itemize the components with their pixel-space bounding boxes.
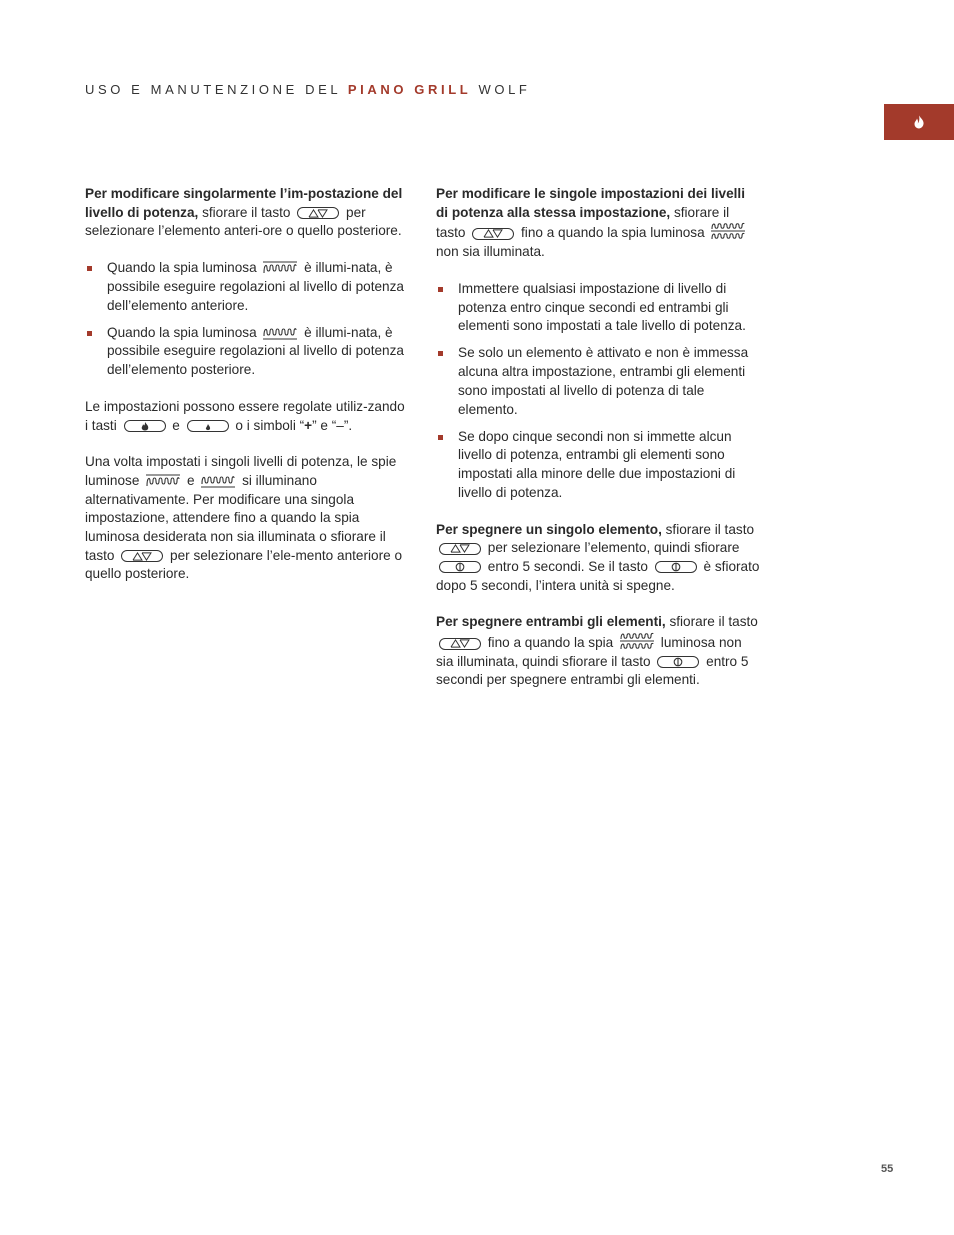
low-flame-key-icon	[187, 420, 229, 432]
text: o i simboli “	[231, 417, 305, 433]
text: è illumi-nata, è possibile eseguire regolazioni al livello di potenza dell’elemento posteriore.	[107, 324, 404, 378]
text: per selezionare l’elemento, quindi sfiorare	[484, 540, 740, 556]
power-key-icon	[655, 561, 697, 573]
text: e	[168, 417, 184, 433]
power-key-icon	[657, 656, 699, 668]
text: è illumi-nata, è possibile eseguire regolazioni al livello di potenza dell’elemento anteriore.	[107, 260, 404, 313]
left-paragraph-1	[85, 185, 407, 241]
left-column	[85, 185, 407, 602]
text: sfiorare il tasto	[661, 521, 755, 537]
header-prefix: USO E MANUTENZIONE DEL	[85, 82, 341, 97]
right-bullet-list	[436, 280, 760, 503]
text: sfiorare il tasto	[665, 614, 758, 630]
text: sfiorare il tasto	[436, 204, 730, 241]
front-element-indicator-icon	[263, 261, 297, 275]
page-header	[85, 82, 530, 97]
text: Una volta impostati i singoli livelli di potenza, le spie luminose	[85, 454, 397, 488]
right-column	[436, 185, 760, 708]
select-key-icon	[439, 543, 481, 555]
list-item	[85, 324, 407, 380]
text: e	[183, 472, 199, 488]
header-suffix: WOLF	[478, 82, 531, 97]
text: entro 5 secondi. Se il tasto	[484, 558, 652, 574]
text: si illuminano alternativamente. Per modificare una singola impostazione, attendere fino a quando la spia luminosa desiderata non sia illuminata o sfiorare il tasto	[85, 472, 386, 563]
left-p1-heading: Per modificare singolarmente l’im-postazione del livello di potenza,	[85, 186, 403, 220]
right-p3-heading: Per spegnere entrambi gli elementi,	[436, 614, 666, 630]
text: fino a quando la spia	[484, 635, 618, 651]
text: luminosa non sia illuminata, quindi sfiorare il tasto	[436, 635, 742, 669]
both-elements-indicator-icon	[620, 632, 654, 650]
flame-icon	[913, 115, 925, 129]
select-key-icon	[472, 228, 514, 240]
text: per selezionare l’ele-mento anteriore o quello posteriore.	[85, 547, 403, 582]
right-p2-heading: Per spegnere un singolo elemento,	[436, 521, 662, 537]
right-paragraph-2	[436, 521, 760, 596]
front-element-indicator-icon	[146, 474, 180, 488]
text: sfiorare il tasto	[198, 204, 295, 220]
rear-element-indicator-icon	[201, 474, 235, 488]
page-number: 55	[881, 1163, 894, 1175]
select-key-icon	[297, 207, 339, 219]
left-bullet-list	[85, 259, 407, 380]
plus-symbol: +	[304, 417, 313, 433]
right-paragraph-3	[436, 613, 760, 690]
text: è sfiorato dopo 5 secondi, l’intera unità si spegne.	[436, 558, 760, 593]
list-item: Se dopo cinque secondi non si immette alcun livello di potenza, entrambi gli elementi sono impostati alla minore delle due impostazioni di livello di potenza.	[436, 428, 760, 503]
section-tab	[884, 104, 954, 140]
text: Quando la spia luminosa	[107, 324, 261, 340]
text: Le impostazioni possono essere regolate utiliz-zando i tasti	[85, 398, 405, 433]
list-item: Se solo un elemento è attivato e non è immessa alcuna altra impostazione, entrambi gli elementi sono impostati al livello di potenza di tale elemento.	[436, 344, 760, 419]
right-p1-heading: Per modificare le singole impostazioni dei livelli di potenza alla stessa impostazione,	[436, 186, 745, 220]
both-elements-indicator-icon	[711, 222, 745, 240]
select-key-icon	[439, 638, 481, 650]
left-paragraph-2	[85, 398, 407, 435]
text: Quando la spia luminosa	[107, 260, 261, 276]
left-paragraph-3	[85, 453, 407, 584]
text: non sia illuminata.	[436, 244, 545, 260]
rear-element-indicator-icon	[263, 326, 297, 340]
list-item	[85, 259, 407, 315]
text: fino a quando la spia luminosa	[517, 225, 709, 241]
power-key-icon	[439, 561, 481, 573]
right-paragraph-1	[436, 185, 760, 262]
text: ” e “–”.	[312, 417, 353, 433]
header-accent: PIANO GRILL	[347, 82, 472, 97]
text: entro 5 secondi per spegnere entrambi gli elementi.	[436, 653, 749, 688]
list-item: Immettere qualsiasi impostazione di livello di potenza entro cinque secondi ed entrambi gli elementi sono impostati a tale livello di potenza.	[436, 280, 760, 336]
text: per selezionare l’elemento anteri-ore o quello posteriore.	[85, 204, 402, 239]
select-key-icon	[121, 550, 163, 562]
high-flame-key-icon	[124, 420, 166, 432]
